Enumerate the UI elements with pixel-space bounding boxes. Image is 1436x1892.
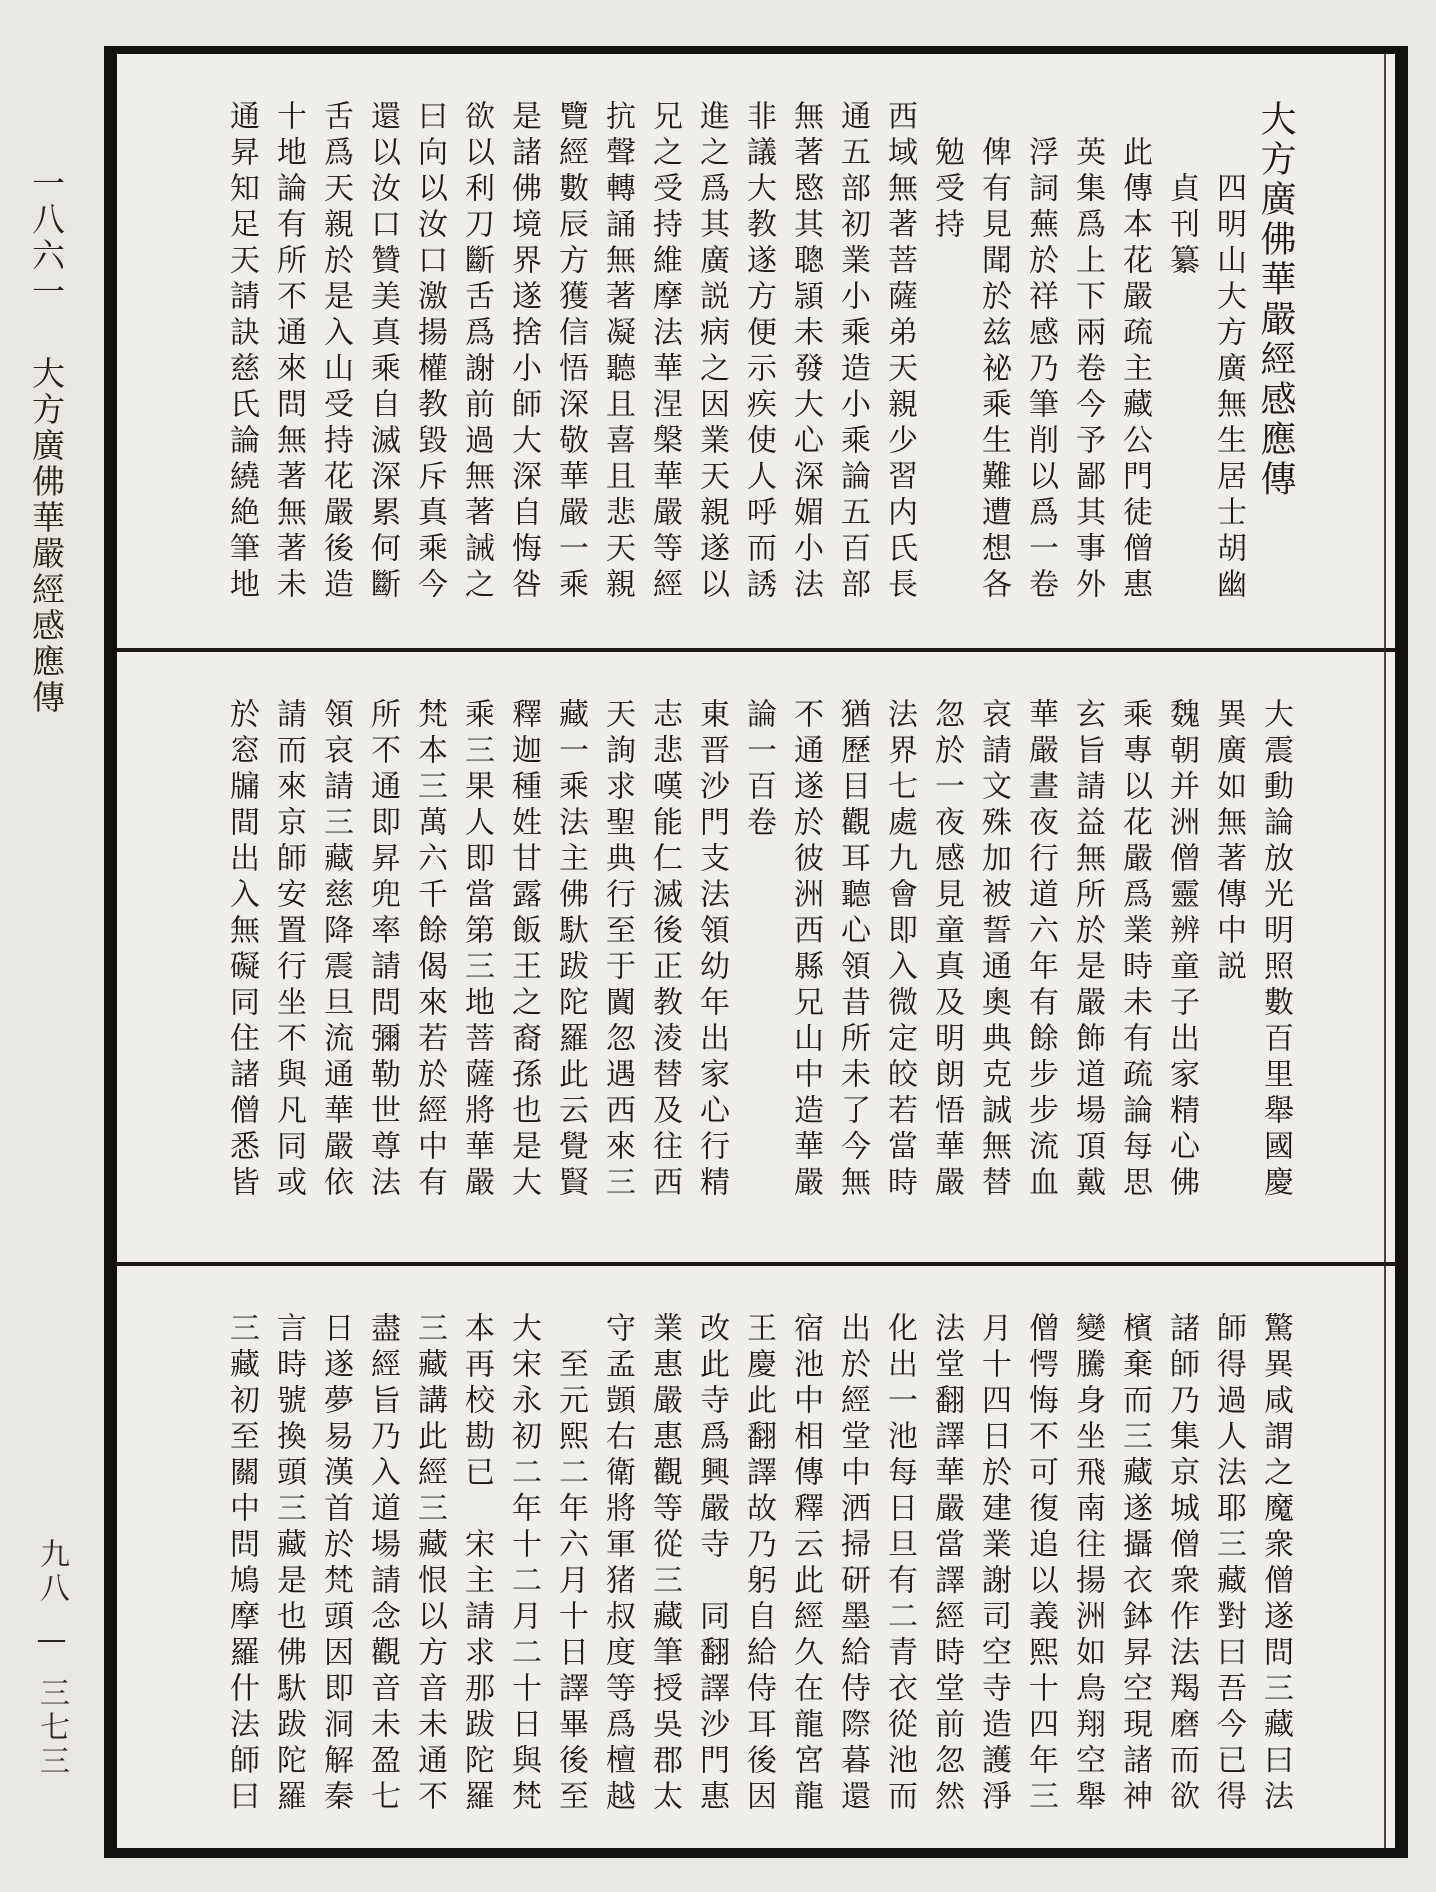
text-column: 還以汝口贊美真乘自滅深累何斷: [365, 100, 400, 604]
text-column: 俾有見聞於兹祕乘生難遭想各: [976, 100, 1011, 604]
text-column: 領哀請三藏慈降震旦流通華嚴依: [318, 698, 353, 1202]
panel-top: [117, 54, 1395, 648]
text-column: 大震動論放光明照數百里舉國慶: [1258, 698, 1293, 1202]
text-column: 西域無著菩薩弟天親少習内氏長: [882, 100, 917, 604]
panel-bottom: [117, 1266, 1395, 1848]
text-column: 宿池中相傳釋云此經久在龍宮龍: [788, 1312, 823, 1816]
left-margin-annotation: [24, 166, 68, 716]
text-column: 釋迦種姓甘露飯王之裔孫也是大: [506, 698, 541, 1202]
text-column: 魏朝并洲僧靈辨童子出家精心佛: [1164, 698, 1199, 1202]
text-column: 通昇知足天請訣慈氏論繞絶筆地: [224, 100, 259, 604]
text-column: 梵本三萬六千餘偈來若於經中有: [412, 698, 447, 1202]
text-column: 月十四日於建業謝司空寺造護淨: [976, 1312, 1011, 1816]
text-column: 日遂夢易漢首於梵頭因即洞解秦: [318, 1312, 353, 1816]
text-column: 貞刊纂: [1164, 100, 1199, 280]
text-column: 兄之受持維摩法華涅槃華嚴等經: [647, 100, 682, 604]
panel-bottom-columns: [117, 1266, 1395, 1848]
text-column: 法界七處九會即入微定皎若當時: [882, 698, 917, 1202]
running-title: 大方廣佛華嚴經感應傳: [27, 356, 66, 716]
text-column: 大宋永初二年十二月二十日與梵: [506, 1312, 541, 1816]
text-column: 通五部初業小乘造小乘論五百部: [835, 100, 870, 604]
text-column: 論一百卷: [741, 698, 776, 842]
page-number: 三七三: [34, 1677, 69, 1779]
text-column: 本再校勘已 宋主請求那跋陀羅: [459, 1312, 494, 1816]
text-column: 改此寺爲興嚴寺 同翻譯沙門惠: [694, 1312, 729, 1816]
text-column: 非議大教遂方便示疾使人呼而誘: [741, 100, 776, 604]
text-column: 覽經數辰方獲信悟深敬華嚴一乘: [553, 100, 588, 604]
text-column: 至元熙二年六月十日譯畢後至: [553, 1312, 588, 1816]
text-column: 是諸佛境界遂捨小師大深自悔咎: [506, 100, 541, 604]
text-column: 乘三果人即當第三地菩薩將華嚴: [459, 698, 494, 1202]
text-column: 王慶此翻譯故乃躬自給侍耳後因: [741, 1312, 776, 1816]
text-column: 此傳本花嚴疏主藏公門徒僧惠: [1117, 100, 1152, 604]
text-column: 法堂翻譯華嚴當譯經時堂前忽然: [929, 1312, 964, 1816]
text-column: 欲以利刀斷舌爲謝前過無著誡之: [459, 100, 494, 604]
text-column: 哀請文殊加被誓通奧典克誠無替: [976, 698, 1011, 1202]
panel-top-columns: [117, 54, 1395, 648]
text-column: 志悲嘆能仁滅後正教淩替及往西: [647, 698, 682, 1202]
text-column: 諸師乃集京城僧衆作法羯磨而欲: [1164, 1312, 1199, 1816]
serial-number: 一八六一: [27, 166, 66, 310]
text-column: 大方廣佛華嚴經感應傳: [1255, 100, 1296, 500]
text-column: 華嚴晝夜行道六年有餘步步流血: [1023, 698, 1058, 1202]
text-column: 忽於一夜感見童真及明朗悟華嚴: [929, 698, 964, 1202]
text-column: 抗聲轉誦無著凝聽且喜且悲天親: [600, 100, 635, 604]
text-column: 業惠嚴惠觀等從三藏筆授吳郡太: [647, 1312, 682, 1816]
text-column: 無著愍其聰頴未發大心深媚小法: [788, 100, 823, 604]
panel-middle: [117, 652, 1395, 1262]
text-column: 盡經旨乃入道場請念觀音未盈七: [365, 1312, 400, 1816]
text-column: 天詢求聖典行至于闐忽遇西來三: [600, 698, 635, 1202]
text-column: 所不通即昇兜率請問彌勒世尊法: [365, 698, 400, 1202]
text-column: 變騰身坐飛南往揚洲如鳥翔空舉: [1070, 1312, 1105, 1816]
text-column: 英集爲上下兩卷今予鄙其事外: [1070, 100, 1105, 604]
text-column: 四明山大方廣無生居士胡幽: [1211, 100, 1246, 604]
text-column: 三藏初至關中問鳩摩羅什法師曰: [224, 1312, 259, 1816]
text-column: 檳棄而三藏遂攝衣鉢昇空現諸神: [1117, 1312, 1152, 1816]
text-column: 僧愕悔不可復追以義熙十四年三: [1023, 1312, 1058, 1816]
text-column: 勉受持: [929, 100, 964, 244]
text-column: 進之爲其廣説病之因業天親遂以: [694, 100, 729, 604]
text-column: 浮詞蕪於祥感乃筆削以爲一卷: [1023, 100, 1058, 604]
text-column: 猶歷目觀耳聽心領昔所未了今無: [835, 698, 870, 1202]
panel-middle-columns: [117, 652, 1395, 1262]
text-column: 三藏講此經三藏恨以方音未通不: [412, 1312, 447, 1816]
text-column: 守孟顗右衛將軍猪叔度等爲檀越: [600, 1312, 635, 1816]
page-locator: [30, 1538, 72, 1779]
text-column: 驚異咸謂之魔衆僧遂問三藏曰法: [1258, 1312, 1293, 1816]
text-column: 舌爲天親於是入山受持花嚴後造: [318, 100, 353, 604]
text-column: 異廣如無著傳中説: [1211, 698, 1246, 986]
text-column: 東晋沙門支法領幼年出家心行精: [694, 698, 729, 1202]
text-column: 藏一乘法主佛馱跋陀羅此云覺賢: [553, 698, 588, 1202]
volume-number: 九八: [34, 1538, 69, 1606]
text-column: 乘專以花嚴爲業時未有疏論每思: [1117, 698, 1152, 1202]
text-column: 於窓牖間出入無礙同住諸僧悉皆: [224, 698, 259, 1202]
text-column: 曰向以汝口激揚權教毀斥真乘今: [412, 100, 447, 604]
text-column: 不通遂於彼洲西縣兄山中造華嚴: [788, 698, 823, 1202]
separator-dash: —: [34, 1622, 69, 1661]
text-column: 化出一池每日旦有二青衣從池而: [882, 1312, 917, 1816]
text-column: 十地論有所不通來問無著無著未: [271, 100, 306, 604]
text-column: 師得過人法耶三藏對曰吾今已得: [1211, 1312, 1246, 1816]
text-column: 出於經堂中洒掃研墨給侍際暮還: [835, 1312, 870, 1816]
text-column: 請而來京師安置行坐不與凡同或: [271, 698, 306, 1202]
text-column: 言時號換頭三藏是也佛馱跋陀羅: [271, 1312, 306, 1816]
canon-frame: [104, 46, 1408, 1858]
text-column: 玄旨請益無所於是嚴飾道場頂戴: [1070, 698, 1105, 1202]
